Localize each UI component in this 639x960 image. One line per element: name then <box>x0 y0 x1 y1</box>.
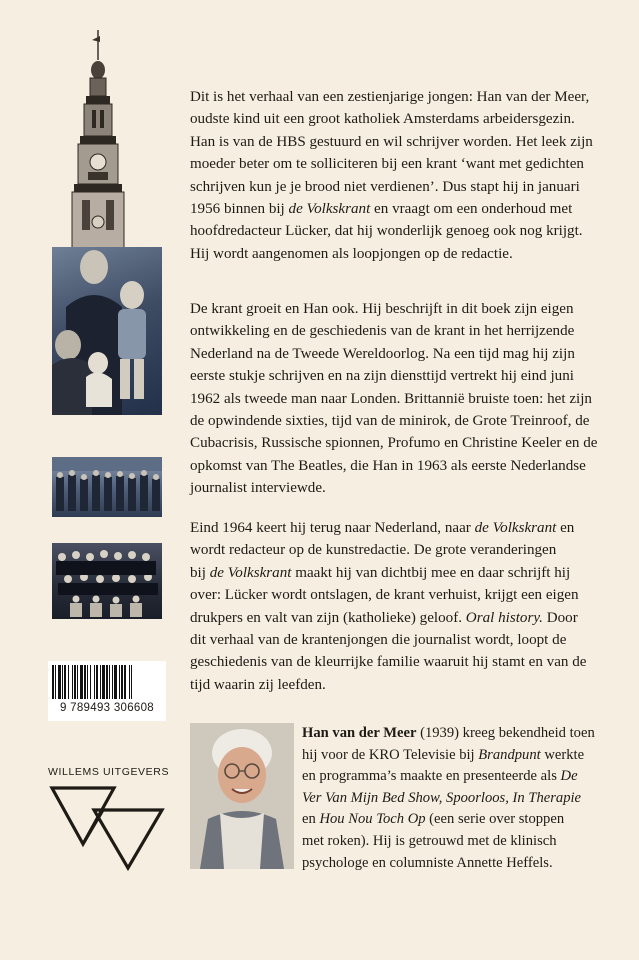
publisher-logo-icon <box>48 784 166 872</box>
text-line: en Hou Nou Toch Op (een serie over stoppen <box>302 811 565 828</box>
barcode-bar <box>94 665 95 699</box>
text-line: Eind 1964 keert hij terug naar Nederland, naar de Volkskrant en <box>190 520 575 536</box>
text-line: Dit is het verhaal van een zestienjarige jongen: Han van der Meer, <box>190 89 590 105</box>
text-line: psychologe en columniste Annette Heffels. <box>302 854 553 871</box>
barcode-bar <box>131 665 132 699</box>
text-line: tijd waarin zij leefden. <box>190 676 326 693</box>
newspaper-title: de Volkskrant <box>209 564 292 581</box>
barcode-bar <box>121 665 123 699</box>
barcode-bar <box>72 665 73 699</box>
group-photo-outdoor <box>52 457 162 517</box>
text-line: moeder beter om te solliciteren bij een krant ‘want met gedichten <box>190 156 584 173</box>
barcode-bar <box>52 665 54 699</box>
text-line: wordt redacteur op de kunstredactie. De grote veranderingen <box>190 542 557 559</box>
text-line: De krant groeit en Han ook. Hij beschrijft in dit boek zijn eigen <box>190 301 574 317</box>
publisher-name: WILLEMS UITGEVERS <box>48 766 170 778</box>
text-line: Nederland na de Tweede Wereldoorlog. Na een tijd mag hij zijn <box>190 345 575 362</box>
barcode-bar <box>58 665 61 699</box>
barcode-bar <box>62 665 63 699</box>
text-line: Cubacrisis, Russische spionnen, Profumo en Christine Keeler en de <box>190 435 598 452</box>
barcode-bar <box>64 665 66 699</box>
barcode-bar <box>90 665 91 699</box>
blurb-paragraph-2 <box>190 298 618 500</box>
text-line: dit verhaal van de krantenjongen die journalist wordt, loopt de <box>190 632 567 649</box>
text-line: bij de Volkskrant maakt hij van dichtbij mee en daar schrijft hij <box>190 564 571 581</box>
text-line: opkomst van The Beatles, die Han in 1963 als eerste Nederlandse <box>190 457 586 474</box>
barcode-bar <box>119 665 120 699</box>
text-line: over: Lücker wordt ontslagen, de krant verhuist, krijgt een eigen <box>190 587 579 604</box>
barcode-bar <box>68 665 69 699</box>
church-tower-illustration <box>52 30 162 248</box>
barcode-bar <box>74 665 76 699</box>
barcode-bar <box>100 665 101 699</box>
text-line: hij voor de KRO Televisie bij Brandpunt werkte <box>302 746 585 763</box>
text-line: ontwikkeling en de geschiedenis van de krant in het herrijzende <box>190 323 575 340</box>
author-bio <box>302 723 622 874</box>
text-line: journalist interviewde. <box>190 480 326 497</box>
text-line: oudste kind uit een groot katholiek Amsterdams arbeidersgezin. <box>190 111 575 128</box>
barcode-bar <box>124 665 126 699</box>
barcode-bar <box>77 665 78 699</box>
oral-history-phrase: Oral history. <box>465 609 543 626</box>
text-line: schrijven kun je je brood niet verdienen’. Dus stapt hij in januari <box>190 178 580 195</box>
barcode-bar <box>129 665 130 699</box>
text-line: 1956 binnen bij de Volkskrant en vraagt om een onderhoud met <box>190 201 573 218</box>
text-line: geschiedenis van de kleurrijke familie waaruit hij stamt en van de <box>190 654 587 671</box>
newspaper-title: de Volkskrant <box>288 201 371 218</box>
barcode-bar <box>80 665 83 699</box>
barcode-bar <box>102 665 105 699</box>
barcode-bar <box>106 665 108 699</box>
author-name: Han van der Meer <box>302 725 417 741</box>
barcode-bar <box>114 665 117 699</box>
barcode-bar <box>109 665 110 699</box>
barcode-bar <box>96 665 98 699</box>
family-photo <box>52 247 162 415</box>
text-line: de opwindende sixties, tijd van de minirok, de Grote Treinroof, de <box>190 413 590 430</box>
text-line: met roken). Hij is getrouwd met de klinisch <box>302 832 557 849</box>
blurb-paragraph-3 <box>190 517 618 696</box>
text-line: eerste stukje schrijven en na zijn diensttijd vertrekt hij eind juni <box>190 368 574 385</box>
barcode-bar <box>84 665 86 699</box>
text-line: drukpers en valt van zijn (katholieke) geloof. Oral history. Door <box>190 609 578 626</box>
barcode-bar <box>112 665 113 699</box>
text-line: Ver Van Mijn Bed Show, Spoorloos, In Therapie <box>302 789 582 806</box>
text-line: en programma’s maakte en presenteerde als De <box>302 768 578 785</box>
text-line: Han is van de HBS gestuurd en wil schrijver worden. Het leek zijn <box>190 133 593 150</box>
newspaper-title: de Volkskrant <box>474 520 557 536</box>
blurb-paragraph-1 <box>190 86 618 265</box>
text-line: 1962 als tweede man naar Londen. Brittannië bruiste toen: het zijn <box>190 390 592 407</box>
barcode-bar <box>55 665 56 699</box>
text-line: Hij wordt aangenomen als loopjongen op de redactie. <box>190 245 513 262</box>
text-line: hoofdredacteur Lücker, dat hij wonderlijk genoeg ook nog krijgt. <box>190 223 583 240</box>
text-line: Han van der Meer (1939) kreeg bekendheid toen <box>302 725 595 741</box>
barcode-bars <box>48 661 166 701</box>
barcode-bar <box>87 665 88 699</box>
author-photo <box>190 723 294 869</box>
group-photo-indoor <box>52 543 162 619</box>
isbn-number: 9 789493 306608 <box>59 702 155 714</box>
